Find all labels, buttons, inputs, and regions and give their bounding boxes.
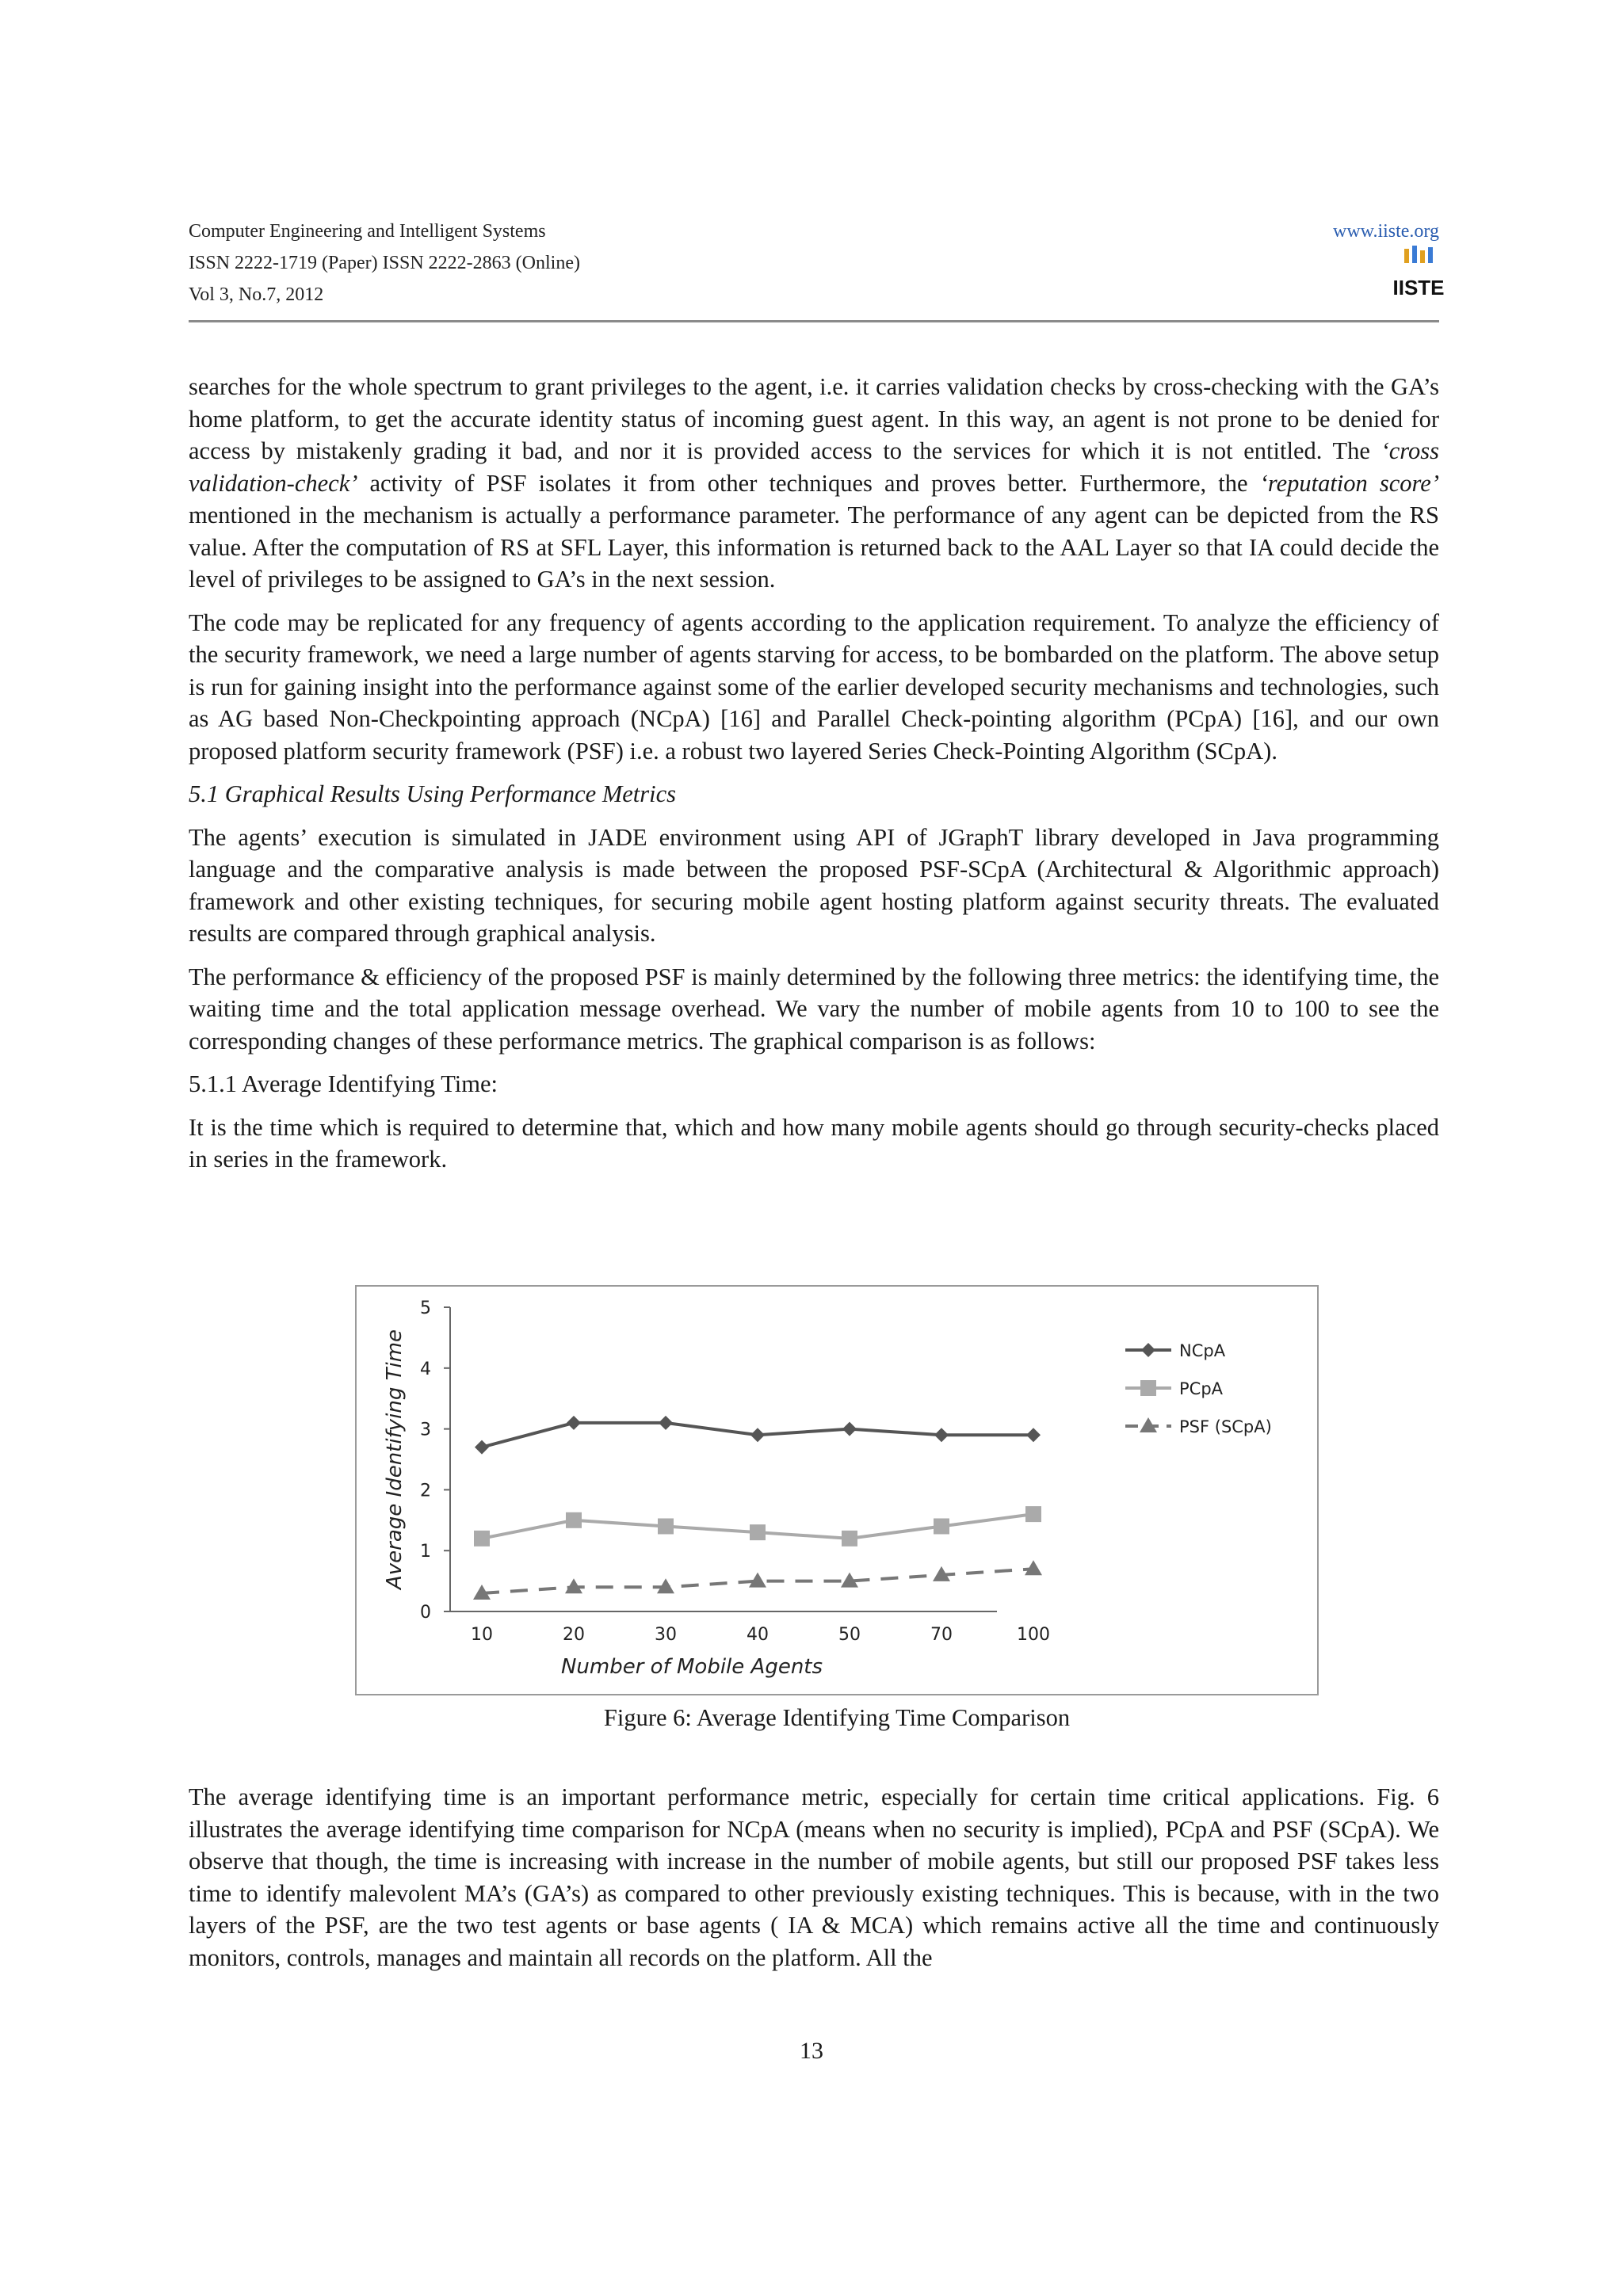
main-text bbox=[189, 371, 1439, 1187]
legend-entry bbox=[1125, 1379, 1224, 1398]
legend-entry bbox=[1125, 1341, 1226, 1360]
journal-issn: ISSN 2222-1719 (Paper) ISSN 2222-2863 (Online) bbox=[189, 253, 580, 273]
legend-label: PCpA bbox=[1179, 1379, 1224, 1398]
x-tick-label: 50 bbox=[838, 1625, 861, 1645]
y-tick-label: 4 bbox=[420, 1359, 431, 1379]
journal-header bbox=[189, 215, 1439, 311]
term-reputation-score: ‘reputation score’ bbox=[1259, 469, 1439, 497]
paragraph-3: The agents’ execution is simulated in JADE environment using API of JGraphT library developed in Java programming language and the comparative analysis is made between the proposed PSF-SCpA (Architectural & Algorithmic approach) framework and other existing techniques, for securing mobile agent hosting platform against security threats. The evaluated results are compared through graphical analysis. bbox=[189, 823, 1439, 947]
main-text-continued bbox=[189, 1781, 1439, 1974]
data-point bbox=[566, 1512, 582, 1528]
journal-url-link[interactable]: www.iiste.org bbox=[1333, 221, 1439, 242]
data-point bbox=[475, 1440, 489, 1455]
legend-label: PSF (SCpA) bbox=[1179, 1417, 1272, 1436]
data-point bbox=[1026, 1428, 1041, 1442]
x-tick-label: 30 bbox=[655, 1625, 677, 1645]
data-point bbox=[659, 1416, 673, 1430]
y-tick-labels bbox=[420, 1299, 450, 1623]
x-tick-label: 40 bbox=[747, 1625, 769, 1645]
data-point bbox=[567, 1416, 581, 1430]
logo-text: IISTE bbox=[1392, 276, 1445, 299]
legend-marker bbox=[1141, 1343, 1155, 1357]
data-point bbox=[658, 1518, 674, 1534]
legend-marker bbox=[1140, 1380, 1156, 1396]
chart-svg bbox=[357, 1287, 1317, 1694]
data-point bbox=[750, 1524, 766, 1540]
legend-entry bbox=[1125, 1417, 1272, 1436]
data-point bbox=[1025, 1506, 1041, 1522]
y-tick-label: 5 bbox=[420, 1299, 431, 1318]
data-point bbox=[1025, 1560, 1042, 1575]
paragraph-5: It is the time which is required to determine that, which and how many mobile agents should go through security-checks placed in series in the framework. bbox=[189, 1113, 1439, 1173]
data-point bbox=[474, 1531, 490, 1547]
page-number: 13 bbox=[800, 2038, 823, 2064]
data-point bbox=[750, 1428, 765, 1442]
journal-title: Computer Engineering and Intelligent Systems bbox=[189, 221, 546, 242]
paragraph-2: The code may be replicated for any frequency of agents according to the application requirement. To analyze the efficiency of the security framework, we need a large number of agents starving for access, to be bombarded on the platform. The above setup is run for gaining insight into the performance against some of the earlier developed security mechanisms and technologies, such as AG based Non-Checkpointing approach (NCpA) [16] and Parallel Check-pointing algorithm (PCpA) [16], and our own proposed platform security framework (PSF) i.e. a robust two layered Series Check-Pointing Algorithm (SCpA). bbox=[189, 608, 1439, 765]
paragraph-6: The average identifying time is an important performance metric, especially for certain time critical applications. Fig. 6 illustrates the average identifying time comparison for NCpA (means when no security is implied), PCpA and PSF (SCpA). We observe that though, the time is increasing with increase in the number of mobile agents, but still our proposed PSF takes less time to identify malevolent MA’s (GA’s) as compared to other previously existing techniques. This is because, with in the two layers of the PSF, are the two test agents or base agents ( IA & MCA) which remains active all the time and continuously monitors, controls, manages and maintain all records on the platform. All the bbox=[189, 1783, 1439, 1971]
x-axis-label: Number of Mobile Agents bbox=[560, 1655, 823, 1679]
y-tick-label: 0 bbox=[420, 1603, 431, 1623]
y-axis-label: Average Identifying Time bbox=[383, 1329, 407, 1590]
paragraph-4: The performance & efficiency of the proposed PSF is mainly determined by the following three metrics: the identifying time, the waiting time and the total application message overhead. We vary the number of mobile agents from 10 to 100 to see the corresponding changes of these performance metrics. The graphical comparison is as follows: bbox=[189, 963, 1439, 1055]
figure-6-chart bbox=[355, 1285, 1319, 1695]
y-tick-label: 1 bbox=[420, 1542, 431, 1562]
data-point bbox=[934, 1518, 949, 1534]
journal-volume: Vol 3, No.7, 2012 bbox=[189, 284, 324, 305]
chart-legend bbox=[1125, 1341, 1272, 1436]
x-tick-label: 70 bbox=[930, 1625, 953, 1645]
term-cross-validation-check: ‘cross validation-check’ bbox=[189, 437, 1439, 497]
legend-label: NCpA bbox=[1179, 1341, 1226, 1360]
data-point bbox=[842, 1422, 857, 1436]
subsection-heading: 5.1.1 Average Identifying Time: bbox=[189, 1070, 498, 1097]
header-rule bbox=[189, 320, 1439, 322]
y-tick-label: 2 bbox=[420, 1481, 431, 1501]
x-tick-label: 100 bbox=[1017, 1625, 1050, 1645]
chart-series bbox=[473, 1416, 1042, 1600]
x-tick-label: 10 bbox=[471, 1625, 493, 1645]
y-tick-label: 3 bbox=[420, 1420, 431, 1440]
chart-axes bbox=[450, 1307, 997, 1611]
data-point bbox=[842, 1531, 857, 1547]
paragraph-1: searches for the whole spectrum to grant privileges to the agent, i.e. it carries validation checks by cross-checking with the GA’s home platform, to get the accurate identity status of incoming guest agent. In this way, an agent is not prone to be denied for access by mistakenly grading it bad, and nor it is provided access to the services for which it is not entitled. The ‘cross validation-check’ activity of PSF isolates it from other techniques and proves better. Furthermore, the ‘reputation score’ mentioned in the mechanism is actually a performance parameter. The performance of any agent can be depicted from the RS value. After the computation of RS at SFL Layer, this information is returned back to the AAL Layer so that IA could decide the level of privileges to be assigned to GA’s in the next session. bbox=[189, 373, 1439, 593]
data-point bbox=[934, 1428, 949, 1442]
figure-caption: Figure 6: Average Identifying Time Comparison bbox=[603, 1704, 1071, 1731]
series-diamond bbox=[475, 1416, 1041, 1455]
section-heading: 5.1 Graphical Results Using Performance Metrics bbox=[189, 780, 677, 807]
data-point bbox=[749, 1573, 766, 1588]
x-tick-label: 20 bbox=[563, 1625, 585, 1645]
series-triangle bbox=[473, 1560, 1042, 1600]
x-tick-labels bbox=[471, 1625, 1050, 1645]
iiste-logo bbox=[1392, 246, 1445, 299]
series-square bbox=[474, 1506, 1041, 1547]
